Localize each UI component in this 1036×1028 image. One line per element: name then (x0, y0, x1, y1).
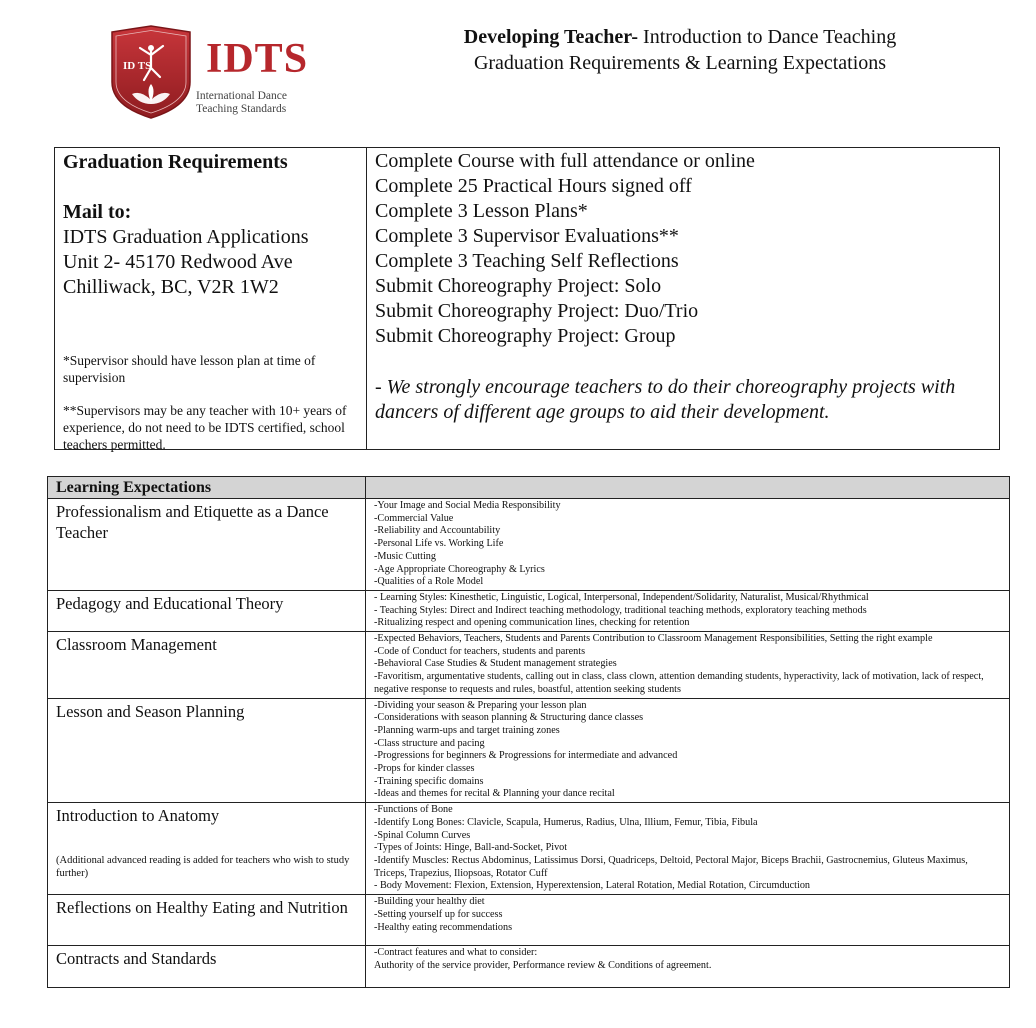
title-bold: Developing Teacher- (463, 26, 639, 48)
title-rest: Introduction to Dance Teaching (638, 26, 897, 48)
list-item: -Planning warm-ups and target training zones (374, 724, 560, 736)
category-cell: Contracts and Standards (48, 946, 366, 988)
supervisor-experience-note: **Supervisors may be any teacher with 10+ years of experience, do not need to be IDTS certified, school teachers permitted. (63, 403, 347, 452)
list-item: -Props for kinder classes (374, 763, 475, 775)
list-item: - Teaching Styles: Direct and Indirect teaching methodology, traditional teaching methods, exploratory teaching methods (374, 604, 867, 616)
address-line: Chilliwack, BC, V2R 1W2 (63, 276, 279, 298)
mail-to-heading: Mail to: (63, 201, 132, 223)
list-item: -Personal Life vs. Working Life (374, 538, 504, 550)
idts-logo (106, 24, 316, 124)
logo-subtitle-line1: International Dance (196, 90, 287, 102)
requirement-item: Complete 3 Lesson Plans* (375, 200, 588, 222)
list-item: -Age Appropriate Choreography & Lyrics (374, 563, 545, 575)
header-empty-cell (366, 477, 1010, 499)
list-item: -Functions of Bone (374, 804, 453, 816)
list-item: -Ritualizing respect and opening communication lines, checking for retention (374, 617, 690, 629)
column-divider (366, 148, 367, 449)
title-line1 (370, 24, 990, 50)
list-item: -Expected Behaviors, Teachers, Students and Parents Contribution to Classroom Management Responsibilities, Setting the right example (374, 633, 933, 645)
requirements-list (375, 149, 995, 425)
requirement-item: Submit Choreography Project: Group (375, 325, 676, 347)
list-item: -Commercial Value (374, 512, 454, 524)
document-title (370, 24, 990, 76)
address-line: IDTS Graduation Applications (63, 226, 309, 248)
supervisor-note: *Supervisor should have lesson plan at time of supervision (63, 353, 316, 385)
requirement-item: Complete 3 Teaching Self Reflections (375, 250, 679, 272)
graduation-heading: Graduation Requirements (63, 151, 288, 173)
table-header-row (48, 477, 1010, 499)
category-cell: Pedagogy and Educational Theory (48, 590, 366, 631)
table-row (48, 895, 1010, 946)
list-item: -Code of Conduct for teachers, students and parents (374, 645, 586, 657)
items-cell (366, 946, 1010, 988)
requirement-item: Submit Choreography Project: Duo/Trio (375, 300, 699, 322)
list-item: -Building your healthy diet (374, 896, 485, 908)
title-line2: Graduation Requirements & Learning Expectations (473, 52, 887, 74)
list-item: -Your Image and Social Media Responsibility (374, 500, 561, 511)
requirement-item: Complete 25 Practical Hours signed off (375, 175, 692, 197)
learning-heading: Learning Expectations (48, 477, 366, 499)
learning-expectations-table (47, 476, 1010, 988)
list-item: - Body Movement: Flexion, Extension, Hyperextension, Lateral Rotation, Medial Rotation, Circumduction (374, 880, 811, 892)
table-row (48, 698, 1010, 803)
items-cell (366, 698, 1010, 803)
list-item: -Progressions for beginners & Progressions for intermediate and advanced (374, 750, 678, 762)
category-title: Introduction to Anatomy (56, 806, 220, 826)
category-subnote: (Additional advanced reading is added for teachers who wish to study further) (56, 855, 350, 880)
list-item: -Reliability and Accountability (374, 525, 501, 537)
items-cell (366, 499, 1010, 591)
list-item: -Dividing your season & Preparing your lesson plan (374, 699, 587, 711)
table-row (48, 590, 1010, 631)
encouragement-text: - We strongly encourage teachers to do their choreography projects with dancers of different age groups to aid their development. (375, 376, 956, 423)
list-item: -Music Cutting (374, 550, 436, 562)
category-cell: Reflections on Healthy Eating and Nutrition (48, 895, 366, 946)
list-item: -Class structure and pacing (374, 737, 485, 749)
category-cell (48, 803, 366, 895)
category-cell: Professionalism and Etiquette as a Dance Teacher (48, 499, 366, 591)
logo-subtitle-line2: Teaching Standards (196, 103, 287, 115)
category-cell: Lesson and Season Planning (48, 698, 366, 803)
mailing-address (63, 225, 363, 300)
list-item: -Identify Muscles: Rectus Abdominus, Latissimus Dorsi, Quadriceps, Deltoid, Pectoral Major, Biceps Brachii, Gastrocnemius, Gluteus Maximus, Triceps, Trapezius, Iliopsoas, Rotator Cuff (374, 854, 968, 879)
list-item: -Healthy eating recommendations (374, 921, 513, 933)
list-item: -Training specific domains (374, 775, 484, 787)
logo-badge-text: ID TS (123, 60, 152, 72)
list-item: -Spinal Column Curves (374, 829, 471, 841)
requirement-item: Submit Choreography Project: Solo (375, 275, 662, 297)
items-cell (366, 590, 1010, 631)
list-item: -Setting yourself up for success (374, 908, 503, 920)
graduation-left-column (63, 150, 363, 453)
logo-wordmark: IDTS (206, 36, 309, 82)
list-item: -Favoritism, argumentative students, calling out in class, class clown, attention demanding students, hyperactivity, lack of motivation, lack of respect, negative response to requests and rules, boastful, attention seeking students (374, 671, 984, 695)
list-item: - Learning Styles: Kinesthetic, Linguistic, Logical, Interpersonal, Independent/Solidarity, Naturalist, Musical/Rhythmical (374, 591, 869, 603)
table-row (48, 803, 1010, 895)
logo-badge-icon (106, 24, 196, 120)
items-cell (366, 632, 1010, 699)
requirement-item: Complete 3 Supervisor Evaluations** (375, 225, 679, 247)
list-item: -Qualities of a Role Model (374, 576, 484, 588)
requirement-item: Complete Course with full attendance or online (375, 150, 755, 172)
items-cell (366, 803, 1010, 895)
list-item: Authority of the service provider, Performance review & Conditions of agreement. (374, 959, 712, 971)
list-item: -Types of Joints: Hinge, Ball-and-Socket, Pivot (374, 842, 568, 854)
items-cell (366, 895, 1010, 946)
category-cell: Classroom Management (48, 632, 366, 699)
list-item: -Contract features and what to consider: (374, 947, 538, 959)
list-item: -Ideas and themes for recital & Planning your dance recital (374, 788, 615, 800)
list-item: -Identify Long Bones: Clavicle, Scapula, Humerus, Radius, Ulna, Illium, Femur, Tibia, Fibula (374, 816, 758, 828)
graduation-requirements-box (54, 147, 1000, 450)
table-row (48, 499, 1010, 591)
list-item: -Considerations with season planning & Structuring dance classes (374, 712, 644, 724)
logo-subtitle (196, 90, 287, 116)
address-line: Unit 2- 45170 Redwood Ave (63, 251, 293, 273)
table-row (48, 946, 1010, 988)
list-item: -Behavioral Case Studies & Student management strategies (374, 658, 617, 670)
table-row (48, 632, 1010, 699)
